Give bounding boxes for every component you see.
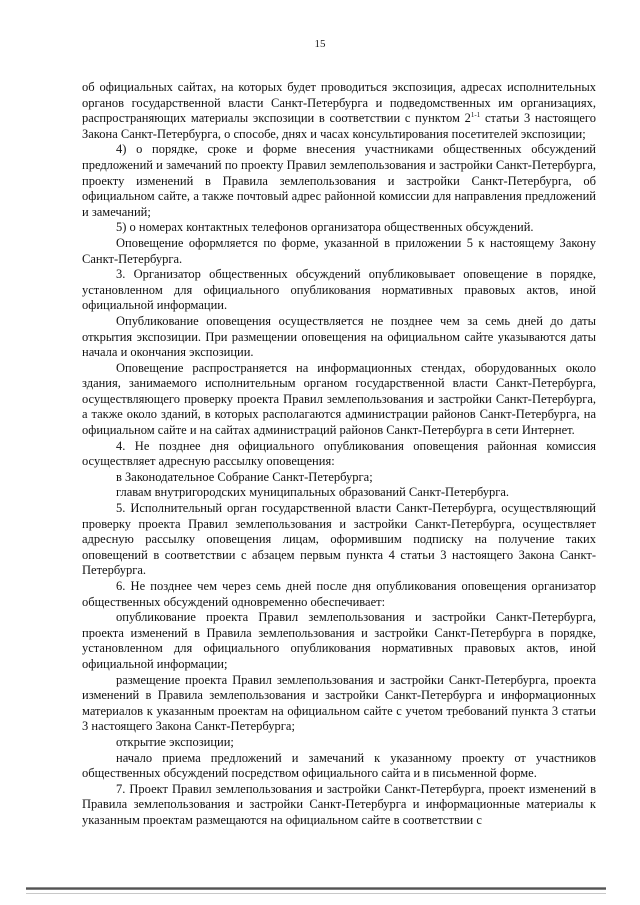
paragraph-text: об официальных сайтах, на которых будет проводиться экспозиция, адресах исполнительных органов государственной власти Санкт-Петербурга и подведомственных им организациях, распространяющих материалы экспозиции в соответствии с пунктом 2 (82, 80, 596, 126)
paragraph: открытие экспозиции; (116, 734, 234, 749)
paragraph: 4. Не позднее дня официального опубликования оповещения районная комиссия осуществляет адресную рассылку оповещения: (82, 438, 596, 469)
paragraph-text: статьи 3 настоящего Закона Санкт-Петербурга, о способе, днях и часах консультирования посетителей экспозиции; (82, 111, 596, 141)
paragraph: 5) о номерах контактных телефонов организатора общественных обсуждений. (116, 220, 534, 235)
paragraph: Оповещение распространяется на информационных стендах, оборудованных около здания, занимаемого исполнительным органом государственной власти Санкт-Петербурга, осуществляющего проверку проекта Правил землепользования и застройки Санкт-Петербурга, а также около зданий, в которых располагаются администрации районов Санкт-Петербурга, на официальном сайте и на сайтах администраций районов Санкт-Петербурга в сети Интернет. (82, 360, 596, 438)
paragraph: главам внутригородских муниципальных образований Санкт-Петербурга. (116, 485, 510, 500)
paragraph (82, 80, 596, 142)
superscript: 1-1 (470, 111, 481, 120)
paragraph: 3. Организатор общественных обсуждений опубликовывает оповещение в порядке, установленном для официального опубликования нормативных правовых актов, иной официальной информации. (82, 267, 596, 313)
paragraph: в Законодательное Собрание Санкт-Петербурга; (116, 469, 373, 484)
paragraph: 5. Исполнительный орган государственной власти Санкт-Петербурга, осуществляющий проверку проекта Правил землепользования и застройки Санкт-Петербурга, осуществляет адресную рассылку оповещения лицам, оформившим подписку на получение таких оповещений в соответствии с абзацем первым пункта 4 статьи 3 настоящего Закона Санкт-Петербурга. (82, 501, 596, 578)
paragraph: начало приема предложений и замечаний к указанному проекту от участников общественных обсуждений посредством официального сайта и в письменной форме. (82, 750, 596, 781)
scan-edge-line (26, 893, 606, 894)
paragraph: Опубликование оповещения осуществляется не позднее чем за семь дней до даты открытия экспозиции. При размещении оповещения на официальном сайте указываются даты начала и окончания экспозиции. (82, 313, 596, 360)
page-number: 15 (314, 38, 326, 50)
document-body (82, 80, 596, 829)
paragraph: Оповещение оформляется по форме, указанной в приложении 5 к настоящему Закону Санкт-Петербурга. (82, 235, 596, 266)
paragraph: 7. Проект Правил землепользования и застройки Санкт-Петербурга, проект изменений в Правила землепользования и застройки Санкт-Петербурга и информационные материалы к указанным проектам размещаются на официальном сайте в соответствии с (82, 781, 596, 827)
paragraph: 4) о порядке, сроке и форме внесения участниками общественных обсуждений предложений и замечаний по проекту Правил землепользования и застройки Санкт-Петербурга, проекту изменений в Правила землепользования и застройки Санкт-Петербурга, об официальном сайте, а также почтовый адрес районной комиссии для направления предложений и замечаний; (82, 142, 596, 219)
scan-edge-line (26, 887, 606, 890)
paragraph: размещение проекта Правил землепользования и застройки Санкт-Петербурга, проекта изменений в Правила землепользования и застройки Санкт-Петербурга и информационных материалов к указанным проектам на официальном сайте с учетом требований пункта 3 статьи 3 настоящего Закона Санкт-Петербурга; (82, 672, 596, 734)
paragraph: 6. Не позднее чем через семь дней после дня опубликования оповещения организатор общественных обсуждений одновременно обеспечивает: (82, 579, 596, 609)
paragraph: опубликование проекта Правил землепользования и застройки Санкт-Петербурга, проекта изменений в Правила землепользования и застройки Санкт-Петербурга в порядке, установленном для официального опубликования нормативных правовых актов, иной официальной информации; (82, 610, 596, 671)
